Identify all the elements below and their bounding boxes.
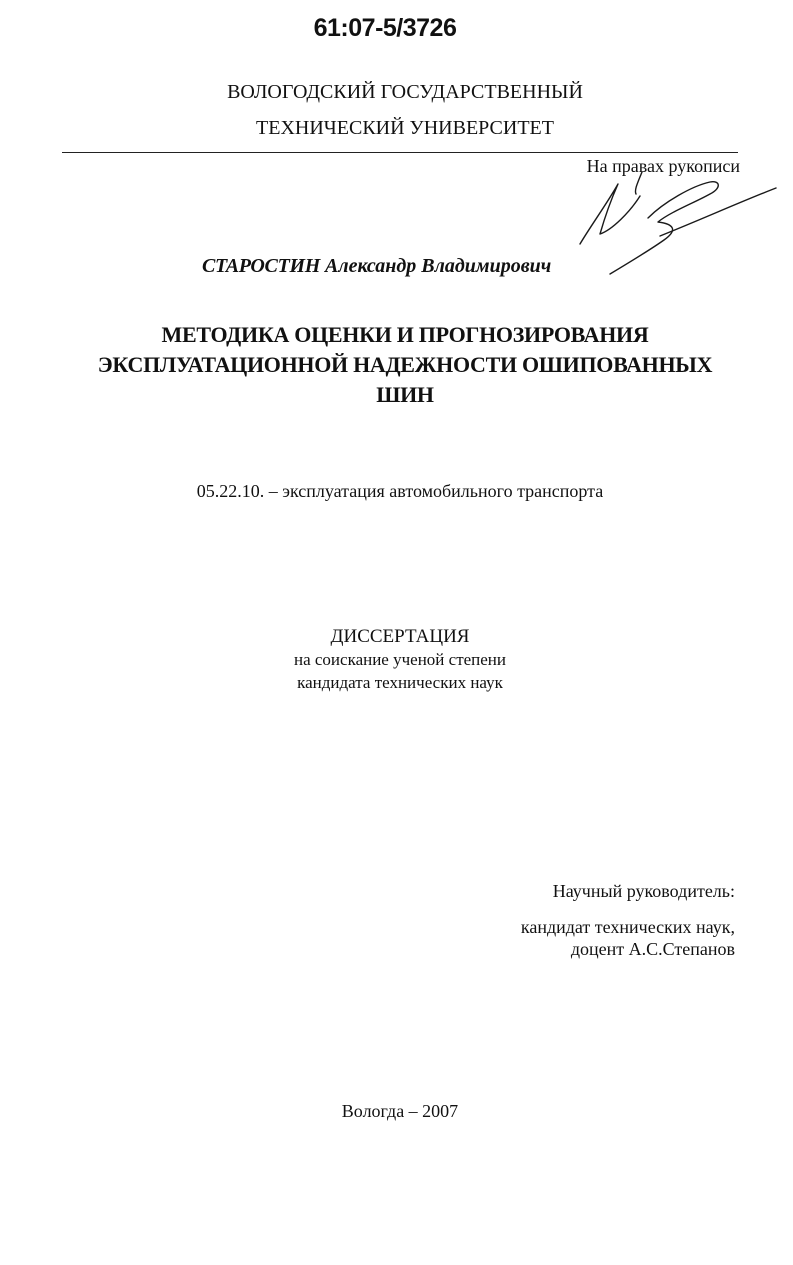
author-given-names: Александр Владимирович [325,255,552,277]
degree-line-1: на соискание ученой степени [293,650,507,669]
signature-stroke [580,184,640,244]
scientific-advisor [521,880,735,960]
title-line: МЕТОДИКА ОЦЕНКИ И ПРОГНОЗИРОВАНИЯ [161,322,649,347]
place-and-year: Вологда – 2007 [341,1101,459,1121]
title-line: ЭКСПЛУАТАЦИОННОЙ НАДЕЖНОСТИ ОШИПОВАННЫХ [97,352,713,377]
signature-stroke [635,172,642,194]
dissertation-type [0,625,793,694]
handwritten-signature [560,172,780,282]
manuscript-rights-note: На правах рукописи [586,156,740,176]
specialty-code: 05.22.10. – эксплуатация автомобильного транспорта [196,481,604,501]
dissertation-heading: ДИССЕРТАЦИЯ [330,626,470,647]
catalog-number: 61:07-5/3726 [313,14,457,42]
header-divider [62,152,738,153]
author-surname: СТАРОСТИН [202,255,321,277]
university-name-line-2: ТЕХНИЧЕСКИЙ УНИВЕРСИТЕТ [256,117,554,139]
degree-line-2: кандидата технических наук [297,673,503,692]
advisor-label: Научный руководитель: [552,881,735,901]
signature-stroke [610,182,718,274]
advisor-name: доцент А.С.Степанов [570,939,735,959]
author-name [202,255,551,278]
university-name-line-1: ВОЛОГОДСКИЙ ГОСУДАРСТВЕННЫЙ [227,81,583,103]
title-line: ШИН [376,382,434,407]
advisor-degree: кандидат технических наук, [520,917,735,937]
dissertation-title [40,320,770,410]
